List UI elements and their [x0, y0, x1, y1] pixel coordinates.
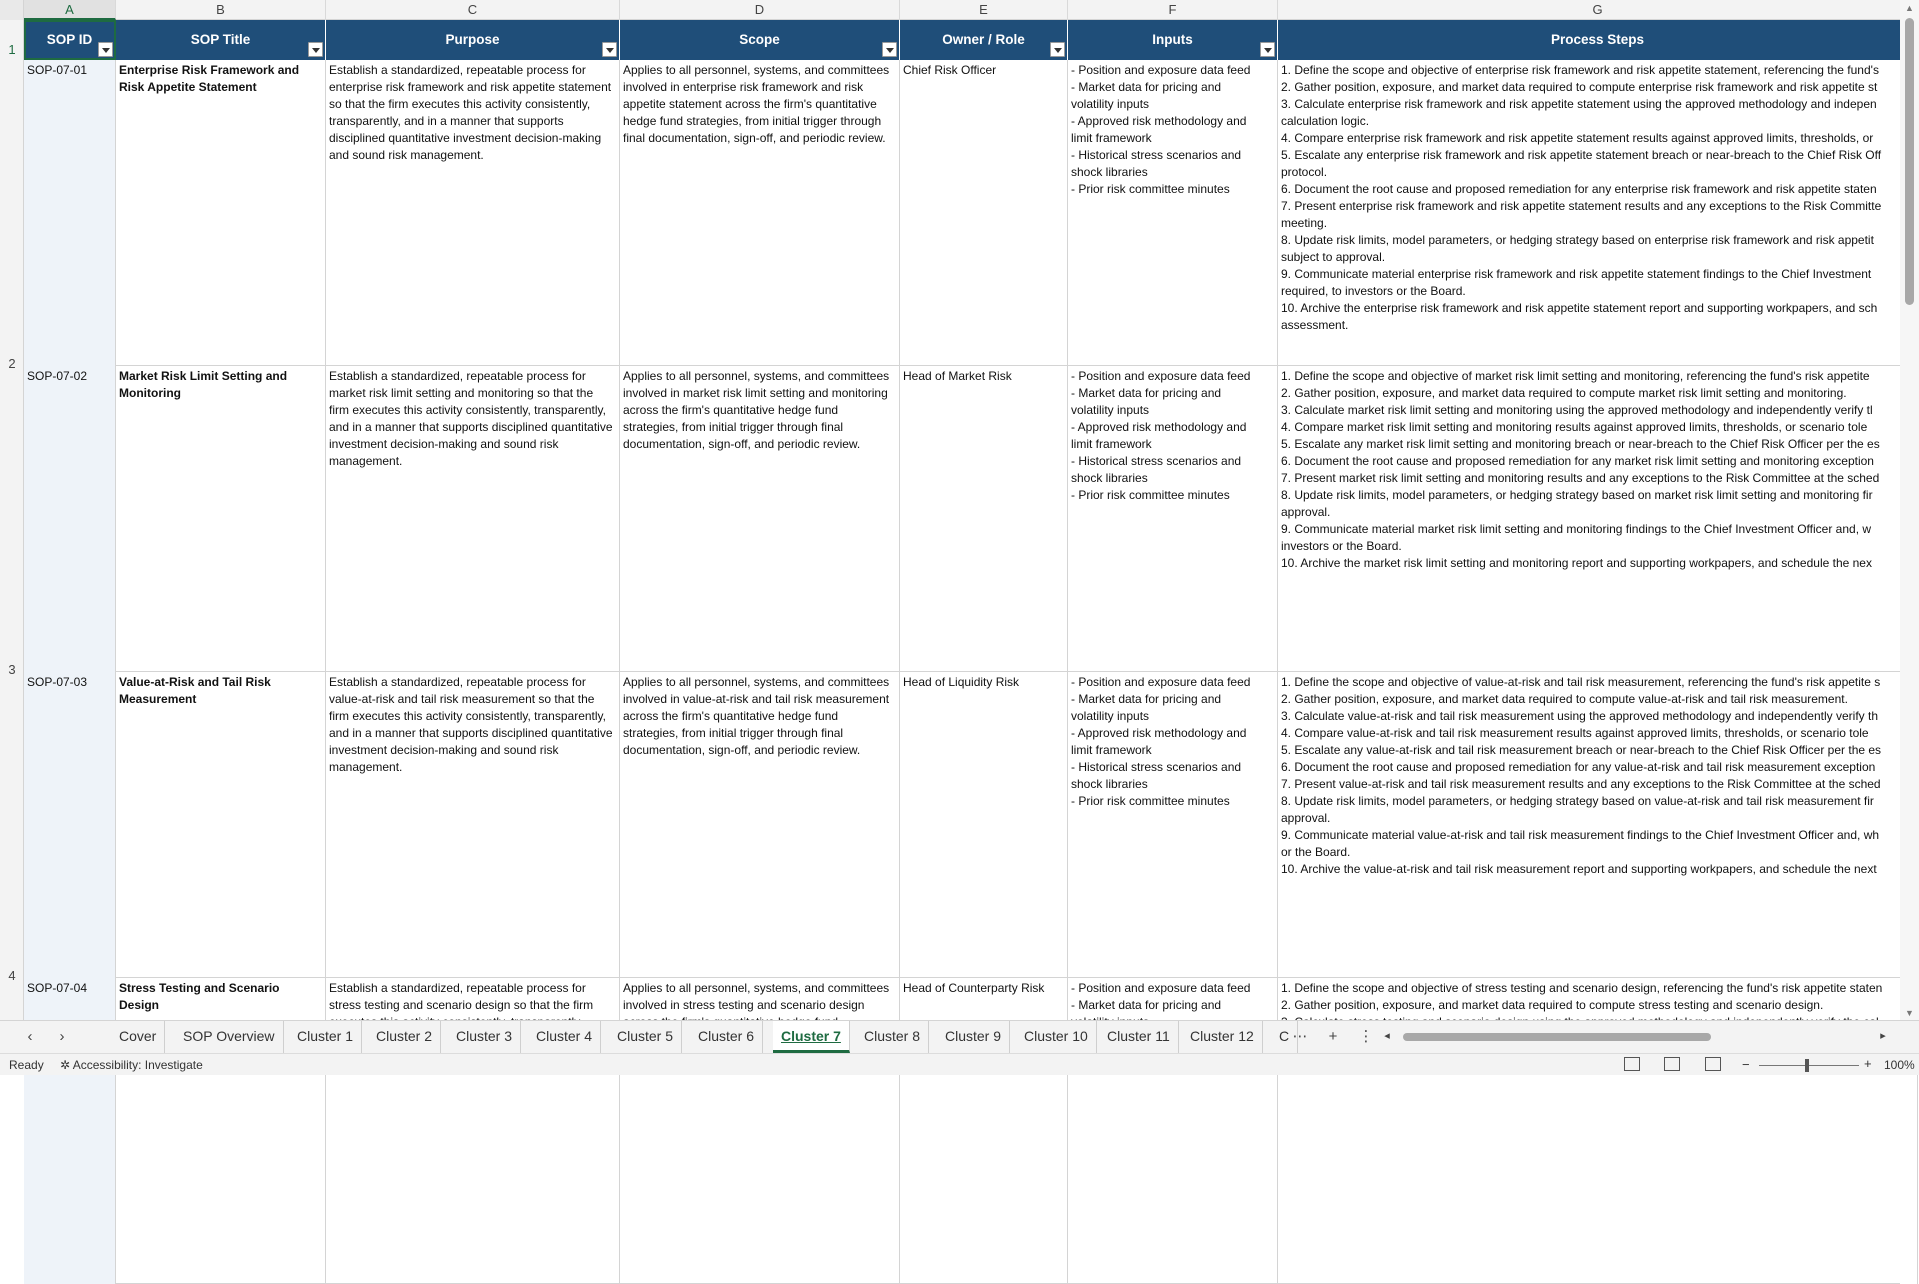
- header-cell-b[interactable]: [116, 20, 326, 60]
- sheet-tab-label: Cluster 1: [297, 1028, 354, 1044]
- view-switcher: [1624, 1056, 1742, 1071]
- process-step-line: 2. Gather position, exposure, and market data required to compute market risk limit setting and monitoring.: [1281, 386, 1847, 400]
- cell-id[interactable]: SOP-07-03: [24, 672, 116, 978]
- process-step-line: 8. Update risk limits, model parameters, or hedging strategy based on market risk limit setting and monitoring fir: [1281, 488, 1873, 502]
- cell-purpose[interactable]: Establish a standardized, repeatable process for value-at-risk and tail risk measurement so that the firm executes this activity consistently, transparently, and in a manner that supports disciplined quantitative investment decision-making and sound risk management.: [326, 672, 620, 978]
- next-sheet-icon[interactable]: ›: [59, 1028, 65, 1045]
- input-line: - Market data for pricing and: [1071, 386, 1222, 400]
- header-cell-d[interactable]: [620, 20, 900, 60]
- sheet-tab[interactable]: [528, 1021, 601, 1053]
- header-label: Scope: [739, 32, 780, 47]
- input-line: - Approved risk methodology and: [1071, 726, 1247, 740]
- cell-inputs[interactable]: [1068, 672, 1278, 978]
- sheet-tab[interactable]: [368, 1021, 441, 1053]
- process-step-line: 1. Define the scope and objective of stress testing and scenario design, referencing the fund's risk appetite staten: [1281, 981, 1883, 995]
- page-layout-view-icon[interactable]: [1664, 1057, 1680, 1071]
- cell-title[interactable]: Enterprise Risk Framework and Risk Appetite Statement: [116, 60, 326, 366]
- page-break-view-icon[interactable]: [1705, 1057, 1721, 1071]
- sheet-tab[interactable]: [1099, 1021, 1179, 1053]
- input-line: - Prior risk committee minutes: [1071, 182, 1230, 196]
- zoom-out-button[interactable]: −: [1742, 1057, 1750, 1072]
- table-row: [24, 366, 1900, 672]
- sheet-tab[interactable]: [856, 1021, 929, 1053]
- process-step-line: 5. Escalate any enterprise risk framework and risk appetite statement breach or near-breach to the Chief Risk Off: [1281, 148, 1882, 162]
- scroll-right-icon[interactable]: ▸: [1880, 1030, 1886, 1042]
- input-line: - Position and exposure data feed: [1071, 675, 1251, 689]
- vertical-scroll-thumb[interactable]: [1905, 18, 1914, 305]
- zoom-level[interactable]: 100%: [1884, 1058, 1915, 1072]
- sheet-tab-label: Cluster 2: [376, 1028, 433, 1044]
- cell-owner[interactable]: Head of Counterparty Risk: [900, 978, 1068, 1284]
- input-line: - Market data for pricing and: [1071, 998, 1222, 1012]
- process-step-line: 4. Compare market risk limit setting and monitoring results against approved limits, thresholds, or scenario tole: [1281, 420, 1868, 434]
- cell-owner[interactable]: Head of Market Risk: [900, 366, 1068, 672]
- process-step-line: 3. Calculate value-at-risk and tail risk measurement using the approved methodology and independently verify th: [1281, 709, 1878, 723]
- input-line: volatility inputs: [1071, 403, 1150, 417]
- cell-process-steps[interactable]: [1278, 672, 1918, 978]
- more-sheets-icon[interactable]: ⋯: [1292, 1028, 1308, 1045]
- process-step-line: 10. Archive the enterprise risk framework and risk appetite statement report and supporting workpapers, and sch: [1281, 301, 1878, 315]
- cell-scope[interactable]: Applies to all personnel, systems, and committees involved in market risk limit setting and monitoring across the firm's quantitative hedge fund strategies, from initial trigger through final documentation, sign-off, and periodic review.: [620, 366, 900, 672]
- sheet-options-icon[interactable]: ⋮: [1358, 1028, 1374, 1045]
- process-step-line: 10. Archive the market risk limit setting and monitoring report and supporting workpapers, and schedule the nex: [1281, 556, 1872, 570]
- input-line: volatility inputs: [1071, 709, 1150, 723]
- cell-purpose[interactable]: Establish a standardized, repeatable process for stress testing and scenario design so that the firm: [326, 978, 620, 1284]
- cell-inputs[interactable]: [1068, 366, 1278, 672]
- column-letter-e[interactable]: E: [900, 0, 1068, 20]
- sheet-tab[interactable]: [690, 1021, 763, 1053]
- filter-dropdown-icon[interactable]: [882, 42, 897, 57]
- input-line: limit framework: [1071, 131, 1152, 145]
- sheet-tab[interactable]: [448, 1021, 521, 1053]
- filter-dropdown-icon[interactable]: [98, 42, 113, 57]
- process-step-line: 9. Communicate material enterprise risk framework and risk appetite statement findings to the Chief Investment: [1281, 267, 1872, 281]
- sheet-tab[interactable]: [773, 1021, 850, 1053]
- process-step-line: approval.: [1281, 811, 1331, 825]
- process-step-line: protocol.: [1281, 165, 1328, 179]
- process-step-line: required, to investors or the Board.: [1281, 284, 1466, 298]
- scroll-left-icon[interactable]: ◂: [1384, 1030, 1390, 1042]
- process-step-line: 2. Gather position, exposure, and market data required to compute stress testing and scenario design.: [1281, 998, 1824, 1012]
- header-cell-f[interactable]: [1068, 20, 1278, 60]
- sheet-tab-label: Cluster 7: [781, 1028, 841, 1044]
- process-step-line: 4. Compare value-at-risk and tail risk measurement results against approved limits, thresholds, or scenario tole: [1281, 726, 1869, 740]
- cell-scope[interactable]: Applies to all personnel, systems, and committees involved in value-at-risk and tail risk measurement across the firm's quantitative hedge fund strategies, from initial trigger through final documentation, sign-off, and periodic review.: [620, 672, 900, 978]
- sheet-tab-label: Cluster 12: [1190, 1028, 1254, 1044]
- status-ready-text: Ready: [9, 1058, 44, 1072]
- cell-scope[interactable]: Applies to all personnel, systems, and committees involved in stress testing and scenario design: [620, 978, 900, 1284]
- select-all-corner[interactable]: [0, 0, 24, 20]
- sheet-tab[interactable]: [937, 1021, 1010, 1053]
- accessibility-status[interactable]: [60, 1058, 203, 1072]
- cell-scope[interactable]: Applies to all personnel, systems, and committees involved in enterprise risk framework and risk appetite statement across the firm's quantitative hedge fund strategies, from initial trigger through final documentation, sign-off, and periodic review.: [620, 60, 900, 366]
- process-step-line: 3. Calculate market risk limit setting and monitoring using the approved methodology and independently verify tl: [1281, 403, 1873, 417]
- zoom-in-button[interactable]: +: [1864, 1056, 1872, 1071]
- column-letter-b[interactable]: B: [116, 0, 326, 20]
- cell-id[interactable]: SOP-07-02: [24, 366, 116, 672]
- column-letter-d[interactable]: D: [620, 0, 900, 20]
- process-step-line: 8. Update risk limits, model parameters, or hedging strategy based on value-at-risk and tail risk measurement fir: [1281, 794, 1874, 808]
- input-line: - Position and exposure data feed: [1071, 369, 1251, 383]
- process-step-line: 1. Define the scope and objective of market risk limit setting and monitoring, referencing the fund's risk appetite: [1281, 369, 1870, 383]
- input-line: - Approved risk methodology and: [1071, 114, 1247, 128]
- sheet-tab-label: Cluster 11: [1107, 1028, 1170, 1044]
- header-cell-c[interactable]: [326, 20, 620, 60]
- process-step-line: 8. Update risk limits, model parameters, or hedging strategy based on enterprise risk framework and risk appetit: [1281, 233, 1874, 247]
- process-step-line: investors or the Board.: [1281, 539, 1402, 553]
- process-step-line: 2. Gather position, exposure, and market data required to compute value-at-risk and tail risk measurement.: [1281, 692, 1848, 706]
- worksheet-grid[interactable]: [24, 20, 1900, 1020]
- process-step-line: 9. Communicate material value-at-risk and tail risk measurement findings to the Chief Investment Officer and, wh: [1281, 828, 1880, 842]
- sheet-tab-label: Cluster 5: [617, 1028, 674, 1044]
- process-step-line: 1. Define the scope and objective of value-at-risk and tail risk measurement, referencing the fund's risk appetite s: [1281, 675, 1881, 689]
- accessibility-icon: ✲: [60, 1058, 71, 1072]
- header-label: Inputs: [1152, 32, 1193, 47]
- filter-dropdown-icon[interactable]: [1260, 42, 1275, 57]
- process-step-line: 6. Document the root cause and proposed remediation for any value-at-risk and tail risk measurement exception: [1281, 760, 1876, 774]
- sheet-tab-label: Cluster 6: [698, 1028, 755, 1044]
- header-label: Purpose: [445, 32, 500, 47]
- normal-view-icon[interactable]: [1624, 1057, 1640, 1071]
- filter-dropdown-icon[interactable]: [308, 42, 323, 57]
- header-cell-e[interactable]: [900, 20, 1068, 60]
- vertical-scrollbar[interactable]: [1900, 0, 1919, 1020]
- process-step-line: 7. Present value-at-risk and tail risk measurement results and any exceptions to the Risk Committee at the sched: [1281, 777, 1881, 791]
- cell-purpose[interactable]: Establish a standardized, repeatable process for market risk limit setting and monitoring so that the firm executes this activity consistently, transparently, and in a manner that supports disciplined quantitative investment decision-making and sound risk management.: [326, 366, 620, 672]
- process-step-line: 2. Gather position, exposure, and market data required to compute enterprise risk framework and risk appetite st: [1281, 80, 1878, 94]
- cell-owner[interactable]: Chief Risk Officer: [900, 60, 1068, 366]
- column-letter-a[interactable]: A: [24, 0, 116, 20]
- process-step-line: meeting.: [1281, 216, 1328, 230]
- sheet-tab[interactable]: [609, 1021, 682, 1053]
- process-step-line: or the Board.: [1281, 845, 1351, 859]
- cell-process-steps[interactable]: [1278, 366, 1918, 672]
- input-line: volatility inputs: [1071, 97, 1150, 111]
- header-cell-a[interactable]: [24, 20, 116, 60]
- cell-title[interactable]: Market Risk Limit Setting and Monitoring: [116, 366, 326, 672]
- cell-title[interactable]: Stress Testing and Scenario Design: [116, 978, 326, 1284]
- column-letter-f[interactable]: F: [1068, 0, 1278, 20]
- input-line: limit framework: [1071, 743, 1152, 757]
- column-header-strip: [0, 0, 1900, 20]
- cell-inputs[interactable]: [1068, 60, 1278, 366]
- sheet-tab-label: Cluster 8: [864, 1028, 921, 1044]
- column-letter-c[interactable]: C: [326, 0, 620, 20]
- header-label: SOP Title: [190, 32, 251, 47]
- process-step-line: 3. Calculate enterprise risk framework and risk appetite statement using the approved methodology and indepen: [1281, 97, 1877, 111]
- process-step-line: subject to approval.: [1281, 250, 1386, 264]
- sheet-tab[interactable]: [289, 1021, 362, 1053]
- process-step-line: 1. Define the scope and objective of enterprise risk framework and risk appetite statement, referencing the fund's: [1281, 63, 1879, 77]
- input-line: shock libraries: [1071, 777, 1148, 791]
- cell-id[interactable]: SOP-07-04: [24, 978, 116, 1284]
- cell-owner[interactable]: Head of Liquidity Risk: [900, 672, 1068, 978]
- sheet-tab-bar: [0, 1020, 1919, 1053]
- row-number[interactable]: 4: [8, 968, 16, 983]
- row-number[interactable]: 1: [8, 42, 16, 57]
- sheet-tab-label: Cluster 3: [456, 1028, 513, 1044]
- input-line: shock libraries: [1071, 471, 1148, 485]
- sheet-tab-label: C: [1279, 1028, 1290, 1044]
- input-line: - Historical stress scenarios and: [1071, 760, 1242, 774]
- table-row: [24, 672, 1900, 978]
- add-sheet-icon[interactable]: +: [1328, 1028, 1338, 1045]
- input-line: - Approved risk methodology and: [1071, 420, 1247, 434]
- process-step-line: 5. Escalate any value-at-risk and tail risk measurement breach or near-breach to the Chief Risk Officer per the es: [1281, 743, 1882, 757]
- zoom-slider[interactable]: [1759, 1065, 1859, 1066]
- sheet-tab[interactable]: [175, 1021, 284, 1053]
- header-label: SOP ID: [46, 32, 93, 47]
- input-line: - Market data for pricing and: [1071, 80, 1222, 94]
- process-step-line: 9. Communicate material market risk limit setting and monitoring findings to the Chief Investment Officer and, w: [1281, 522, 1872, 536]
- header-label: Owner / Role: [942, 32, 1025, 47]
- header-label: Process Steps: [1550, 32, 1645, 47]
- row-header-strip: [0, 20, 24, 1020]
- cell-process-steps[interactable]: [1278, 60, 1918, 366]
- sheet-tab-label: SOP Overview: [183, 1028, 275, 1044]
- process-step-line: approval.: [1281, 505, 1331, 519]
- filter-dropdown-icon[interactable]: [1050, 42, 1065, 57]
- input-line: shock libraries: [1071, 165, 1148, 179]
- input-line: - Historical stress scenarios and: [1071, 454, 1242, 468]
- process-step-line: calculation logic.: [1281, 114, 1370, 128]
- filter-dropdown-icon[interactable]: [602, 42, 617, 57]
- process-step-line: 6. Document the root cause and proposed remediation for any enterprise risk framework and risk appetite staten: [1281, 182, 1877, 196]
- input-line: - Market data for pricing and: [1071, 692, 1222, 706]
- process-step-line: 4. Compare enterprise risk framework and risk appetite statement results against approved limits, thresholds, or: [1281, 131, 1874, 145]
- row-number[interactable]: 3: [8, 662, 16, 677]
- status-bar: [0, 1053, 1919, 1075]
- scroll-down-icon[interactable]: ▼: [1905, 1008, 1914, 1018]
- zoom-slider-knob[interactable]: [1805, 1059, 1809, 1072]
- input-line: - Position and exposure data feed: [1071, 981, 1251, 995]
- input-line: - Position and exposure data feed: [1071, 63, 1251, 77]
- input-line: - Historical stress scenarios and: [1071, 148, 1242, 162]
- accessibility-label: Accessibility: Investigate: [72, 1058, 203, 1072]
- input-line: - Prior risk committee minutes: [1071, 488, 1230, 502]
- header-cell-g[interactable]: [1278, 20, 1918, 60]
- sheet-tab-label: Cluster 9: [945, 1028, 1002, 1044]
- scroll-up-icon[interactable]: ▲: [1905, 3, 1914, 13]
- cell-id[interactable]: SOP-07-01: [24, 60, 116, 366]
- process-step-line: 5. Escalate any market risk limit setting and monitoring breach or near-breach to the Chief Risk Officer per the es: [1281, 437, 1880, 451]
- cell-title[interactable]: Value-at-Risk and Tail Risk Measurement: [116, 672, 326, 978]
- column-letter-g[interactable]: G: [1278, 0, 1918, 20]
- table-row: [24, 60, 1900, 366]
- row-number[interactable]: 2: [8, 356, 16, 371]
- process-step-line: assessment.: [1281, 318, 1349, 332]
- horizontal-scroll-thumb[interactable]: [1403, 1033, 1711, 1041]
- sheet-tab-label: Cluster 4: [536, 1028, 593, 1044]
- sheet-tab-label: Cluster 10: [1024, 1028, 1088, 1044]
- prev-sheet-icon[interactable]: ‹: [27, 1028, 33, 1045]
- horizontal-scrollbar[interactable]: [1384, 1030, 1890, 1044]
- process-step-line: 7. Present market risk limit setting and monitoring results and any exceptions to the Risk Committee at the sched: [1281, 471, 1880, 485]
- cell-purpose[interactable]: Establish a standardized, repeatable process for enterprise risk framework and risk appetite statement so that the firm executes this activity consistently, transparently, and in a manner that supports disciplined quantitative investment decision-making and sound risk management.: [326, 60, 620, 366]
- input-line: limit framework: [1071, 437, 1152, 451]
- process-step-line: 6. Document the root cause and proposed remediation for any market risk limit setting and monitoring exception: [1281, 454, 1874, 468]
- input-line: - Prior risk committee minutes: [1071, 794, 1230, 808]
- sheet-tab[interactable]: [111, 1021, 165, 1053]
- sheet-tab[interactable]: [1182, 1021, 1263, 1053]
- process-step-line: 10. Archive the value-at-risk and tail risk measurement report and supporting workpapers, and schedule the next: [1281, 862, 1877, 876]
- sheet-tab-label: Cover: [119, 1028, 157, 1044]
- process-step-line: 7. Present enterprise risk framework and risk appetite statement results and any exceptions to the Risk Committe: [1281, 199, 1882, 213]
- sheet-tab[interactable]: [1016, 1021, 1097, 1053]
